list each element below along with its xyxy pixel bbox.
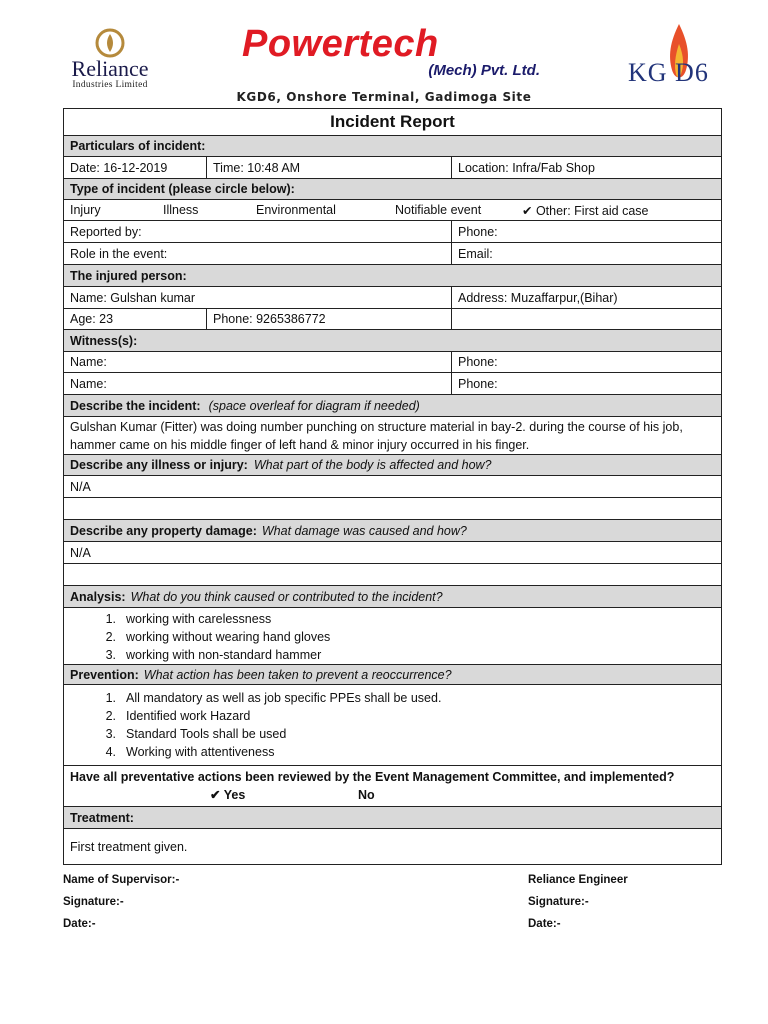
type-option-notifiable[interactable]: Notifiable event (395, 203, 482, 217)
analysis-label: Analysis: (70, 589, 126, 604)
analysis-hint: What do you think caused or contributed to the incident? (130, 589, 443, 604)
list-item: 4. Working with attentiveness (105, 745, 275, 759)
witness-heading: Witness(s): (64, 330, 721, 351)
reliance-sub: Industries Limited (72, 80, 148, 90)
list-item: 2. working without wearing hand gloves (105, 630, 331, 644)
illness-blank-line[interactable] (64, 498, 721, 519)
list-item: 1. All mandatory as well as job specific PPEs shall be used. (105, 691, 442, 705)
prevention-list[interactable] (64, 685, 721, 765)
time-field[interactable]: Time: 10:48 AM (206, 157, 451, 178)
prevention-heading (64, 665, 721, 684)
incident-description[interactable] (64, 417, 721, 454)
reported-by-field[interactable]: Reported by: (70, 224, 142, 239)
engineer-label: Reliance Engineer (528, 874, 628, 886)
list-item: 3. working with non-standard hammer (105, 648, 322, 662)
role-field[interactable]: Role in the event: (70, 246, 168, 261)
illness-value[interactable]: N/A (70, 479, 91, 494)
kgd6-text: KG D6 (628, 58, 709, 87)
engineer-signoff (528, 872, 628, 938)
review-block (64, 766, 721, 806)
prevention-hint: What action has been taken to prevent a reoccurrence? (143, 667, 452, 682)
review-question: Have all preventative actions been reviewed by the Event Management Committee, and implemented? (70, 770, 675, 784)
supervisor-date-label: Date:- (63, 918, 96, 930)
empty-cell (451, 309, 721, 329)
supervisor-name-label: Name of Supervisor:- (63, 874, 180, 886)
illness-label: Describe any illness or injury: (70, 458, 248, 472)
supervisor-signature-label: Signature:- (63, 896, 124, 908)
review-no-option[interactable]: No (358, 788, 375, 802)
reliance-name: Reliance (71, 56, 149, 81)
review-yes-option[interactable]: ✔ Yes (210, 788, 246, 802)
incident-type-options (64, 200, 721, 220)
type-heading: Type of incident (please circle below): (64, 179, 721, 199)
kgd6-logo (626, 22, 726, 92)
reporter-phone-field[interactable]: Phone: (451, 221, 721, 242)
damage-blank-line[interactable] (64, 564, 721, 585)
describe-incident-hint: (space overleaf for diagram if needed) (208, 398, 420, 413)
injured-phone-field[interactable]: Phone: 9265386772 (206, 309, 451, 329)
list-item: 2. Identified work Hazard (105, 709, 251, 723)
particulars-heading: Particulars of incident: (64, 136, 721, 156)
list-item: 3. Standard Tools shall be used (105, 727, 287, 741)
report-title: Incident Report (330, 112, 455, 131)
reliance-logo (60, 28, 160, 90)
type-option-environmental[interactable]: Environmental (256, 203, 336, 217)
incident-text-line-1: Gulshan Kumar (Fitter) was doing number punching on structure material in bay-2. during the course of his job, (70, 419, 683, 434)
damage-heading (64, 520, 721, 541)
damage-hint: What damage was caused and how? (261, 523, 467, 538)
treatment-value[interactable]: First treatment given. (70, 839, 188, 854)
illness-hint: What part of the body is affected and how? (253, 458, 492, 472)
list-item: 1. working with carelessness (105, 612, 272, 626)
witness-1-phone-field[interactable]: Phone: (451, 352, 721, 372)
injured-address-field[interactable]: Address: Muzaffarpur,(Bihar) (451, 287, 721, 308)
engineer-date-label: Date:- (528, 918, 561, 930)
damage-value[interactable]: N/A (70, 545, 91, 560)
illness-heading (64, 455, 721, 475)
incident-text-line-2: hammer came on his middle finger of left hand & minor injury occurred in his finger. (70, 437, 530, 452)
location-field[interactable]: Location: Infra/Fab Shop (451, 157, 721, 178)
date-field[interactable]: Date: 16-12-2019 (70, 160, 168, 175)
type-option-illness[interactable]: Illness (163, 203, 199, 217)
injured-heading: The injured person: (64, 265, 721, 286)
incident-report-form (63, 108, 722, 865)
email-field[interactable]: Email: (451, 243, 721, 264)
supervisor-signoff (63, 872, 179, 938)
powertech-logo (238, 24, 548, 79)
type-option-other[interactable]: ✔ Other: First aid case (522, 203, 649, 218)
describe-incident-heading (64, 395, 721, 416)
engineer-signature-label: Signature:- (528, 896, 589, 908)
witness-1-name-field[interactable]: Name: (70, 355, 107, 369)
witness-2-phone-field[interactable]: Phone: (451, 373, 721, 394)
prevention-label: Prevention: (70, 667, 139, 682)
describe-incident-label: Describe the incident: (70, 398, 201, 413)
damage-label: Describe any property damage: (70, 523, 257, 538)
analysis-list[interactable] (64, 608, 721, 664)
witness-2-name-field[interactable]: Name: (70, 376, 107, 391)
company-sub: (Mech) Pvt. Ltd. (428, 62, 540, 79)
site-subtitle: KGD6, Onshore Terminal, Gadimoga Site (236, 90, 532, 104)
analysis-heading (64, 586, 721, 607)
injured-age-field[interactable]: Age: 23 (70, 312, 114, 326)
injured-name-field[interactable]: Name: Gulshan kumar (70, 290, 196, 305)
reliance-emblem-icon (95, 28, 125, 58)
type-option-injury[interactable]: Injury (70, 203, 101, 217)
company-name: Powertech (242, 23, 439, 65)
treatment-heading: Treatment: (64, 807, 721, 828)
